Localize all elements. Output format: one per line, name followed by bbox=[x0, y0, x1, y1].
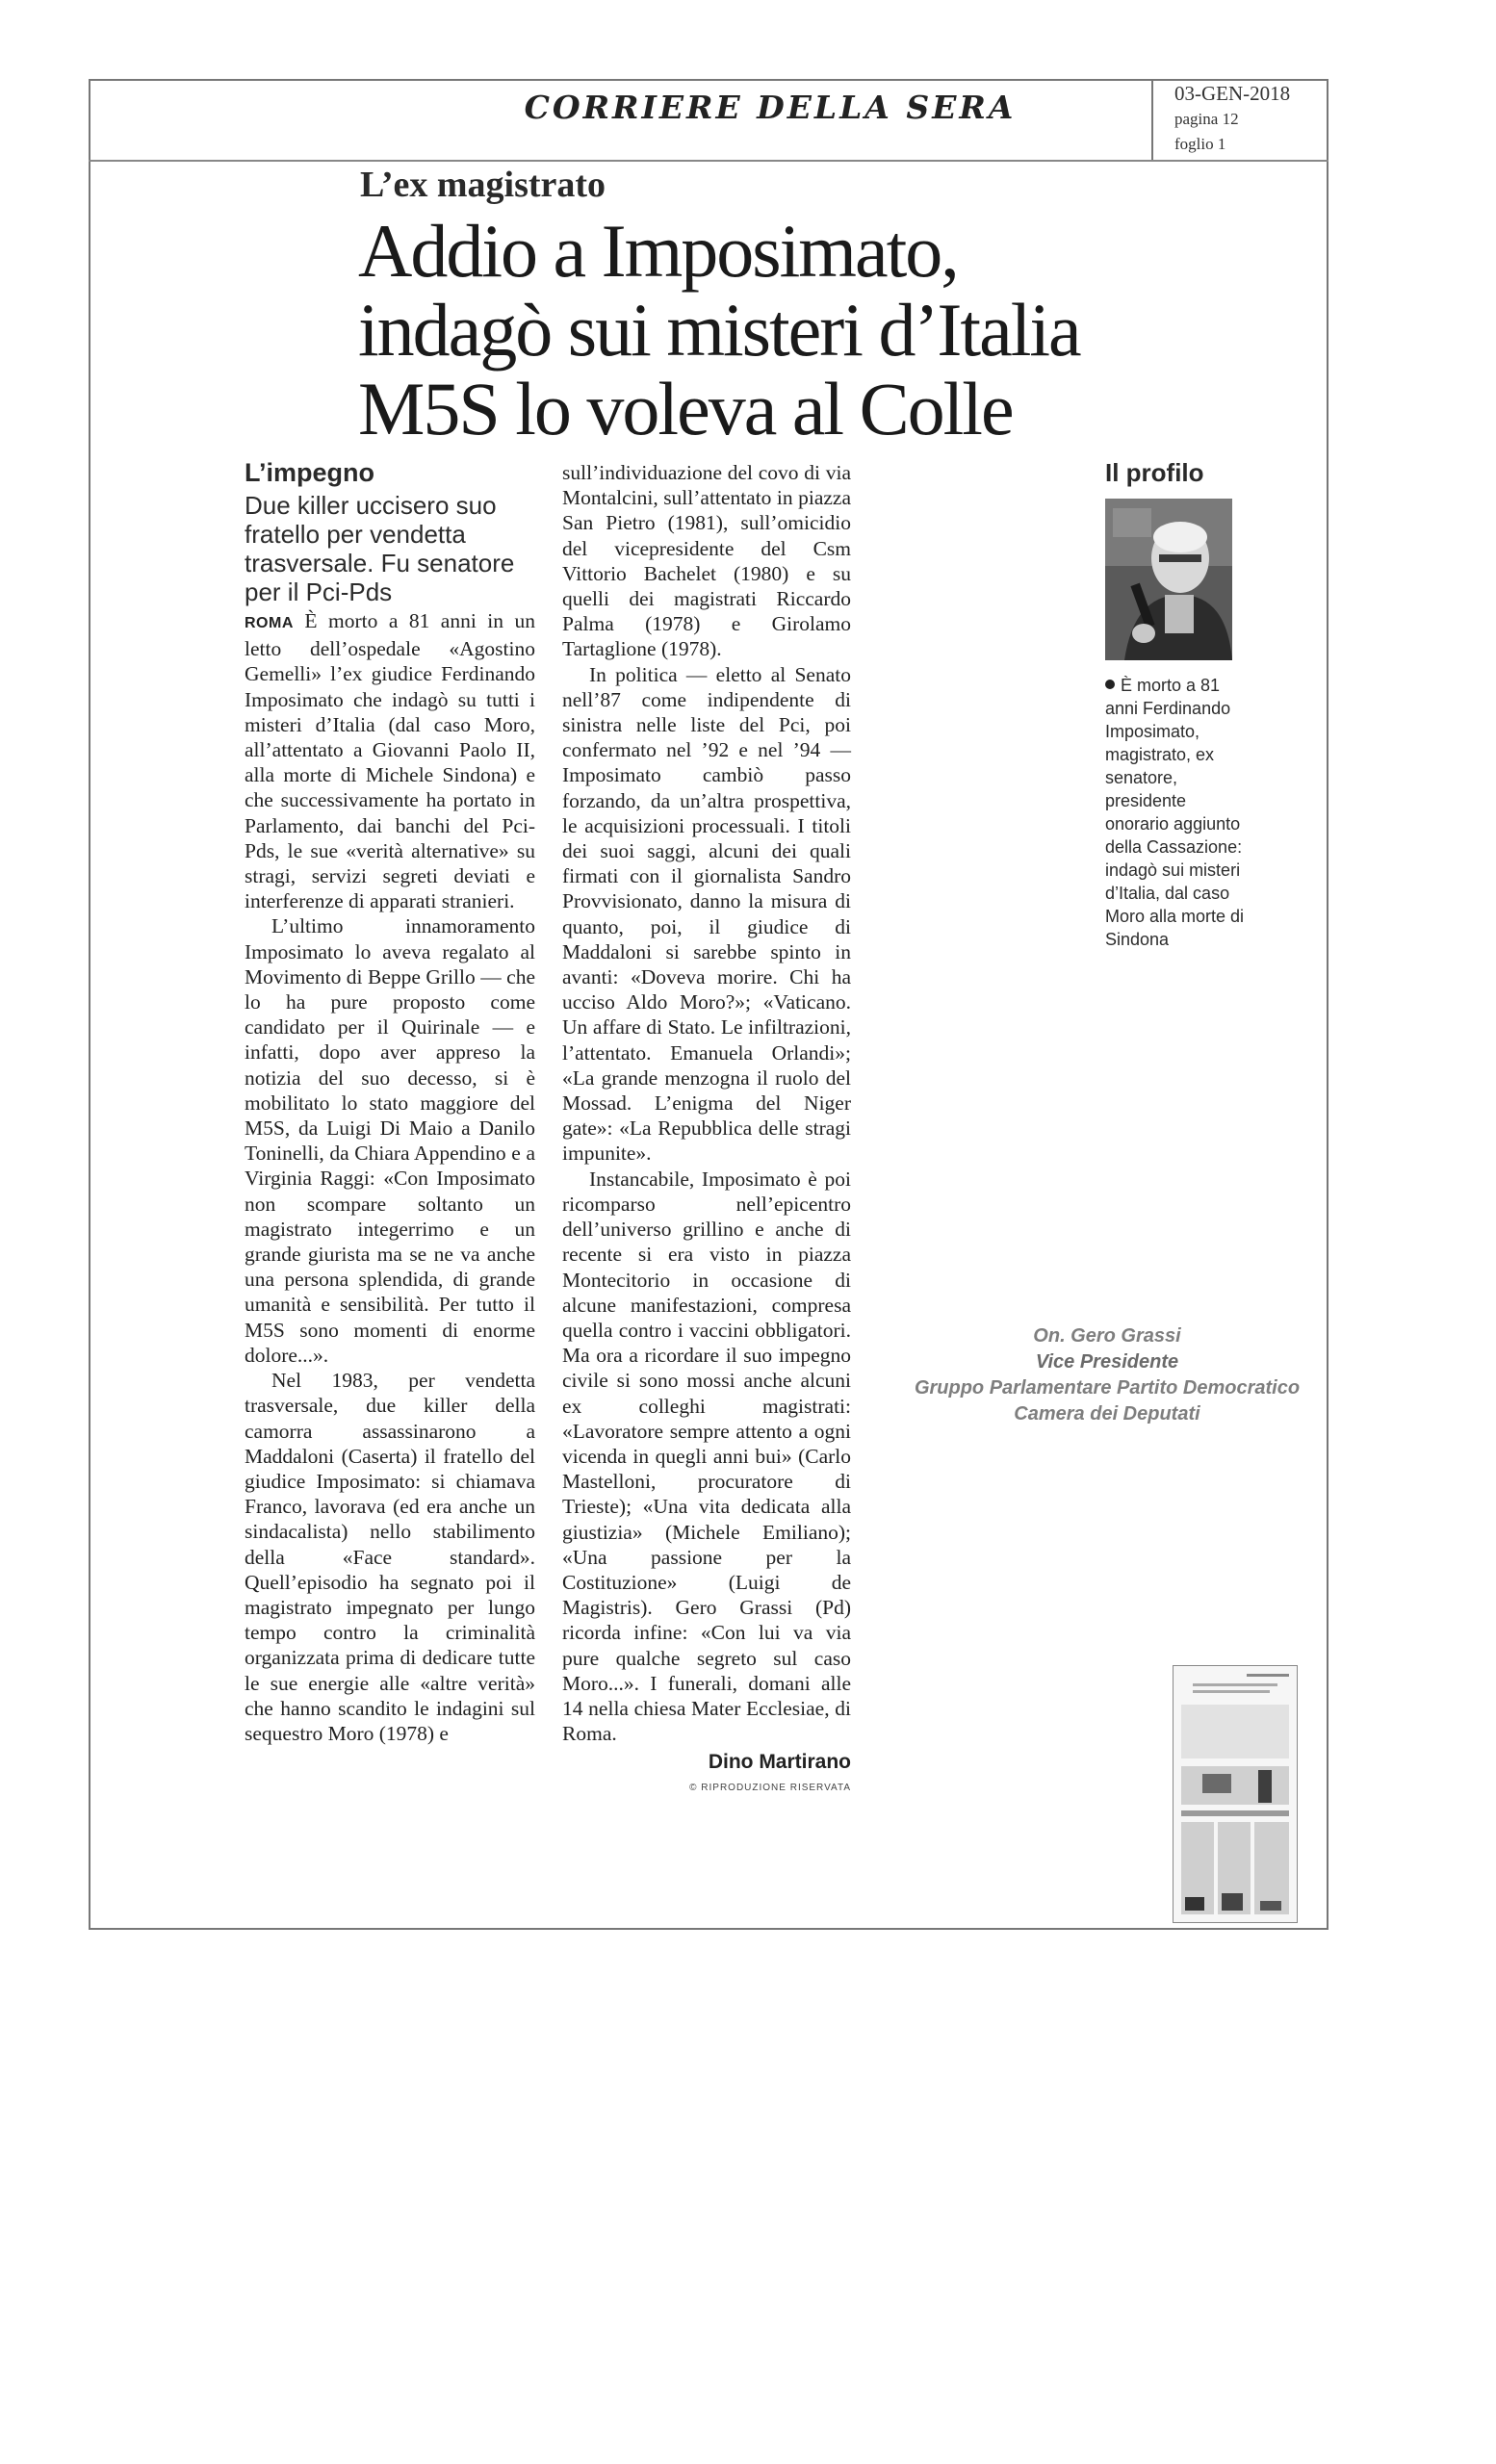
page-number: pagina 12 bbox=[1174, 110, 1239, 128]
body-paragraph: L’ultimo innamoramento Imposimato lo aveva regalato al Movimento di Beppe Grillo — che lo ha pure proposto come candidato per il Quirinale — e infatti, dopo aver appreso la notizia del suo decesso, si è mobilitato lo stato maggiore del M5S, da Luigi Di Maio a Danilo Toninelli, da Chiara Appendino e a Virginia Raggi: «Con Imposimato non scompare soltanto un magistrato integerrimo e un grande giurista ma se ne va anche una persona splendida, di grande umanità e sensibilità. Per tutto il M5S sono momenti di enorme dolore...». bbox=[245, 914, 535, 1367]
body-paragraph: ROMA È morto a 81 anni in un letto dell’ospedale «Agostino Gemelli» l’ex giudice Ferdinando Imposimato che indagò su tutti i misteri d’Italia (dal caso Moro, all’attentato a Giovanni Paolo II, alla morte di Michele Sindona) e che successivamente ha portato in Parlamento, dai banchi del Pci-Pds, le sue «verità alternative» su stragi, servizi segreti deviati e interferenze di apparati stranieri. bbox=[245, 609, 535, 913]
body-paragraph: Instancabile, Imposimato è poi ricomparso nell’epicentro dell’universo grillino e anche di recente si era visto in piazza Montecitorio in occasione di alcune manifestazioni, compresa quella contro i vaccini obbligatori. Ma ora a ricordare il suo impegno civile si sono mossi anche alcuni ex colleghi magistrati: «Lavoratore sempre attento a ogni vicenda in quegli anni bui» (Carlo Mastelloni, procuratore di Trieste); «Una vita dedicata alla giustizia» (Michele Emiliano); «Una passione per la Costituzione» (Luigi de Magistris). Gero Grassi (Pd) ricorda infine: «Con lui va via pure qualche segreto sul caso Moro...». I funerali, domani alle 14 nella chiesa Mater Ecclesiae, di Roma. bbox=[562, 1167, 851, 1746]
article-headline bbox=[358, 209, 1205, 450]
stamp-group: Gruppo Parlamentare Partito Democratico bbox=[914, 1377, 1301, 1399]
date-box bbox=[1151, 79, 1328, 160]
article-column-2 bbox=[562, 460, 851, 1801]
profile-title: Il profilo bbox=[1105, 458, 1204, 487]
headline-line: Addio a Imposimato, bbox=[358, 209, 958, 293]
header-divider bbox=[89, 160, 1328, 162]
deputy-stamp bbox=[905, 1323, 1309, 1427]
portrait-photo bbox=[1105, 499, 1232, 660]
author-byline: Dino Martirano bbox=[708, 1751, 851, 1774]
profile-text: È morto a 81 anni Ferdinando Imposimato, magistrato, ex senatore, presidente onorario aggiunto della Cassazione: indagò sui misteri d’Italia, dal caso Moro alla morte di Sindona bbox=[1105, 676, 1245, 949]
subheading-text: Due killer uccisero suo fratello per vendetta trasversale. Fu senatore per il Pci-Pds bbox=[245, 491, 515, 606]
publication-date: 03-GEN-2018 bbox=[1174, 82, 1291, 105]
sheet-number: foglio 1 bbox=[1174, 135, 1226, 153]
headline-line: M5S lo voleva al Colle bbox=[358, 367, 1013, 450]
stamp-chamber: Camera dei Deputati bbox=[1014, 1403, 1200, 1424]
article-kicker: L’ex magistrato bbox=[360, 165, 606, 205]
bullet-icon bbox=[1105, 680, 1115, 689]
article-column-1 bbox=[245, 608, 535, 1746]
dateline: ROMA bbox=[245, 615, 294, 631]
subheading-label: L’impegno bbox=[245, 458, 374, 487]
body-paragraph: Nel 1983, per vendetta trasversale, due killer della camorra assassinarono a Maddaloni (Caserta) il fratello del giudice Imposimato: si chiamava Franco, lavorava (ed era anche un sindacalista) nello stabilimento della «Face standard». Quell’episodio ha segnato poi il magistrato impegnato per lungo tempo contro la criminalità organizzata prima di dedicare tutte le sue energie alle «altre verità» che hanno scandito le indagini sul sequestro Moro (1978) e bbox=[245, 1369, 535, 1745]
headline-line: indagò sui misteri d’Italia bbox=[358, 288, 1080, 372]
newspaper-masthead: CORRIERE DELLA SERA bbox=[524, 89, 1017, 126]
stamp-role: Vice Presidente bbox=[1035, 1351, 1179, 1373]
copyright-note: © RIPRODUZIONE RISERVATA bbox=[689, 1782, 851, 1793]
body-paragraph: sull’individuazione del covo di via Montalcini, sull’attentato in piazza San Pietro (1981), sull’omicidio del vicepresidente del Csm Vittorio Bachelet (1980) e su quelli dei magistrati Riccardo Palma (1978) e Girolamo Tartaglione (1978). bbox=[562, 461, 851, 661]
body-paragraph: In politica — eletto al Senato nell’87 come indipendente di sinistra nelle liste del Pci, poi confermato nel ’92 e nel ’94 — Imposimato cambiò passo forzando, da un’altra prospettiva, le acquisizioni processuali. I titoli dei suoi saggi, alcuni dei quali firmati con il giornalista Sandro Provvisionato, danno la misura di quanto, poi, il giudice di Maddaloni si sarebbe spinto in avanti: «Doveva morire. Chi ha ucciso Aldo Moro?»; «Vaticano. Un affare di Stato. Le infiltrazioni, l’attentato. Emanuela Orlandi»; «La grande menzogna il ruolo del Mossad. L’enigma del Niger gate»: «La Repubblica delle stragi impunite». bbox=[562, 662, 851, 1166]
stamp-name: On. Gero Grassi bbox=[1033, 1325, 1181, 1347]
page-thumbnail bbox=[1173, 1665, 1298, 1923]
